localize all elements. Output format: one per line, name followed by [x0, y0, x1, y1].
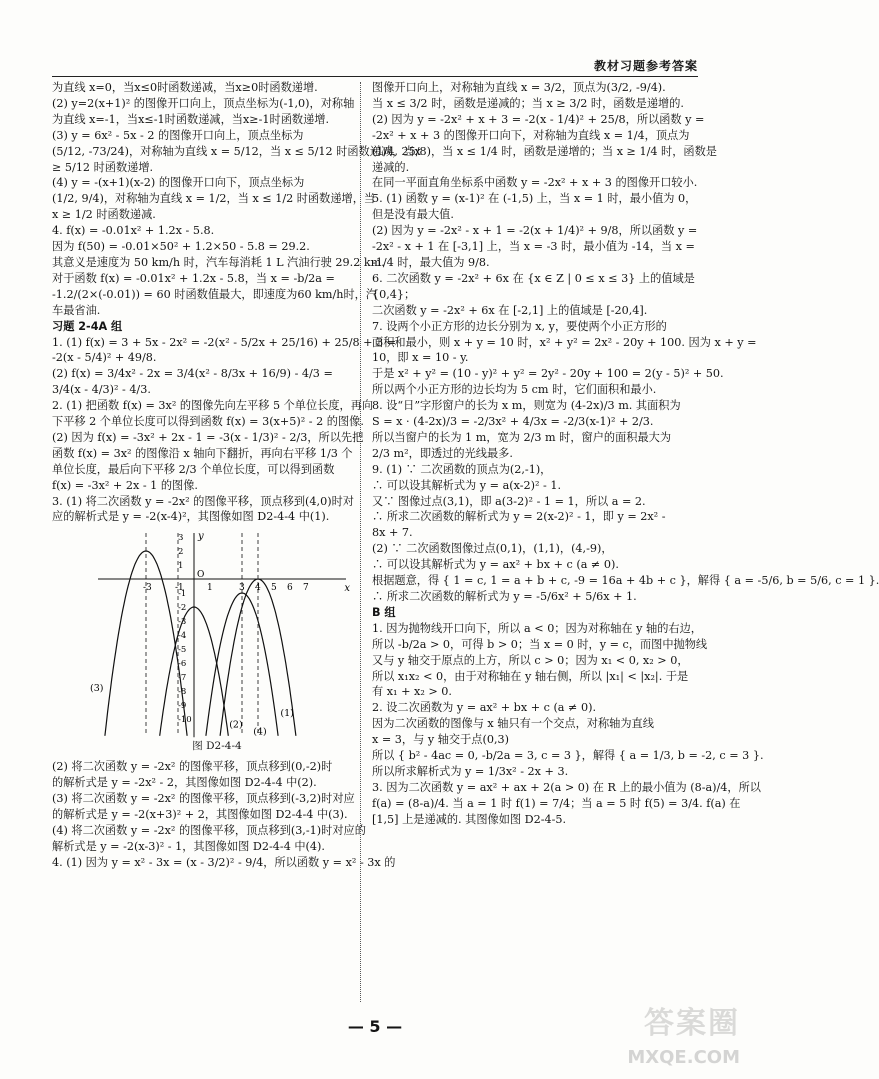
- y-tick-label: -1: [178, 589, 187, 600]
- text-line: 递减的.: [372, 160, 410, 174]
- text-line: 因为 f(50) = -0.01×50² + 1.2×50 - 5.8 = 29.2.: [52, 240, 310, 254]
- y-axis-label: y: [198, 531, 204, 543]
- text-line: 的解析式是 y = -2(x+3)² + 2，其图像如图 D2-4-4 中(3).: [52, 808, 348, 822]
- parabola-curve: [206, 593, 278, 736]
- text-line: 3. 因为二次函数 y = ax² + ax + 2(a > 0) 在 R 上的最小值为 (8-a)/4，所以: [372, 780, 761, 794]
- text-line: 7. 设两个小正方形的边长分别为 x, y，要使两个小正方形的: [372, 319, 667, 333]
- text-line: ∴ 所求二次函数的解析式为 y = -5/6x² + 5/6x + 1.: [372, 590, 637, 603]
- y-tick-label: -10: [178, 715, 192, 726]
- text-line: 有 x₁ + x₂ > 0.: [372, 685, 452, 699]
- y-tick-label: -4: [178, 631, 187, 642]
- text-line: -2(x - 5/4)² + 49/8.: [52, 351, 157, 365]
- text-line: 所以当窗户的长为 1 m，宽为 2/3 m 时，窗户的面积最大为: [372, 430, 672, 444]
- text-line: 当 x ≤ 3/2 时，函数是递减的；当 x ≥ 3/2 时，函数是递增的.: [372, 96, 684, 110]
- watermark: [627, 1003, 740, 1071]
- text-line: [1,5] 上是递减的. 其图像如图 D2-4-5.: [372, 812, 567, 826]
- curve-label: (2): [229, 719, 243, 731]
- text-line: 6. 二次函数 y = -2x² + 6x 在 {x ∈ Z | 0 ≤ x ≤ 3} 上的值域是: [372, 271, 695, 285]
- text-line: (4) y = -(x+1)(x-2) 的图像开口向下，顶点坐标为: [52, 176, 305, 190]
- text-line: 所以 { b² - 4ac = 0, -b/2a = 3, c = 3 }，解得 { a = 1/3, b = -2, c = 3 }.: [372, 749, 764, 763]
- text-line: -1.2/(2×(-0.01)) = 60 时函数值最大，即速度为60 km/h时，汽: [52, 287, 378, 301]
- text-line: 应的解析式是 y = -2(x-4)²，其图像如图 D2-4-4 中(1).: [52, 510, 330, 524]
- text-line: 2. (1) 把函数 f(x) = 3x² 的图像先向左平移 5 个单位长度，再向: [52, 399, 374, 413]
- page-number: — 5 —: [347, 1017, 403, 1036]
- text-line: 4. (1) 因为 y = x² - 3x = (x - 3/2)² - 9/4，所以函数 y = x² - 3x 的: [52, 855, 396, 869]
- text-line: 面积和最小，则 x + y = 10 时，x² + y² = 2x² - 20y + 100. 因为 x + y =: [372, 335, 757, 349]
- text-line: (2) 将二次函数 y = -2x² 的图像平移，顶点移到(0,-2)时: [52, 760, 333, 774]
- x-tick-label: 1: [207, 583, 213, 594]
- text-line: -1/4 时，最大值为 9/8.: [372, 255, 490, 269]
- text-line: 9. (1) ∵ 二次函数的顶点为(2,-1)，: [372, 462, 552, 476]
- text-line: 所以 x₁x₂ < 0，由于对称轴在 y 轴右侧，所以 |x₁| < |x₂|. 于是: [372, 669, 689, 683]
- text-line: 1. 因为抛物线开口向下，所以 a < 0；因为对称轴在 y 轴的右边，: [372, 621, 702, 635]
- y-tick-label: -5: [178, 645, 187, 656]
- page-header: [52, 58, 698, 77]
- text-line: (2) y=2(x+1)² 的图像开口向上，顶点坐标为(-1,0)，对称轴: [52, 96, 355, 110]
- watermark-logo: 答案圈: [644, 1005, 740, 1041]
- text-line: ∴ 可以设其解析式为 y = a(x-2)² - 1.: [372, 478, 562, 492]
- text-line: ∴ 可以设其解析式为 y = ax² + bx + c (a ≠ 0).: [372, 558, 619, 572]
- text-line: 的解析式是 y = -2x² - 2，其图像如图 D2-4-4 中(2).: [52, 776, 317, 790]
- right-text-block: [372, 80, 879, 828]
- x-tick-label: 5: [271, 583, 277, 594]
- text-line: 下平移 2 个单位长度可以得到函数 f(x) = 3(x+5)² - 2 的图像.: [52, 415, 364, 429]
- origin-label: O: [197, 570, 205, 581]
- y-tick-label: 2: [178, 547, 184, 558]
- y-tick-label: -9: [178, 701, 187, 712]
- text-line: (2) 因为 y = -2x² - x + 1 = -2(x + 1/4)² + 9/8，所以函数 y =: [372, 224, 698, 238]
- text-line: 单位长度，最后向下平移 2/3 个单位长度，可以得到函数: [52, 462, 335, 476]
- text-line: (2) 因为 f(x) = -3x² + 2x - 1 = -3(x - 1/3)² - 2/3，所以先把: [52, 430, 364, 444]
- y-tick-label: -8: [178, 687, 187, 698]
- left-text-block-2: [52, 759, 396, 870]
- text-line: f(x) = -3x² + 2x - 1 的图像.: [52, 478, 198, 492]
- text-line: 因为二次函数的图像与 x 轴只有一个交点，对称轴为直线: [372, 717, 654, 731]
- text-line: 在同一平面直角坐标系中函数 y = -2x² + x + 3 的图像开口较小.: [372, 176, 698, 190]
- curve-label: (3): [90, 683, 104, 695]
- x-tick-label: 3: [239, 583, 245, 594]
- text-line: 1. (1) f(x) = 3 + 5x - 2x² = -2(x² - 5/2x + 25/16) + 25/8 + 3 =: [52, 335, 397, 349]
- text-line: (2) ∵ 二次函数图像过点(0,1)，(1,1)，(4,-9)，: [372, 542, 613, 556]
- watermark-url: MXQE.COM: [627, 1047, 740, 1069]
- text-line: x ≥ 1/2 时函数递减.: [52, 208, 156, 222]
- x-tick-label: -1: [175, 583, 184, 594]
- text-line: 3/4(x - 4/3)² - 4/3.: [52, 383, 151, 397]
- curve-label: (1): [280, 708, 294, 720]
- text-line: (1/4, 25/8)，当 x ≤ 1/4 时，函数是递增的；当 x ≥ 1/4 时，函数是: [372, 144, 717, 158]
- text-line: 图像开口向上，对称轴为直线 x = 3/2，顶点为(3/2, -9/4).: [372, 81, 666, 94]
- y-tick-label: 3: [178, 533, 184, 544]
- text-line: x = 3，与 y 轴交于点(0,3): [372, 733, 509, 747]
- figure-caption: 图 D2-4-4: [192, 740, 242, 753]
- x-axis-label: x: [344, 583, 351, 595]
- x-tick-label: -3: [143, 583, 152, 594]
- text-line: 对于函数 f(x) = -0.01x² + 1.2x - 5.8，当 x = -b/2a =: [52, 271, 335, 285]
- text-line: ≥ 5/12 时函数递增.: [52, 160, 154, 174]
- y-tick-label: -3: [178, 617, 187, 628]
- text-line: 为直线 x=-1，当x≤-1时函数递减，当x≥-1时函数递增.: [52, 112, 330, 126]
- text-line: S = x · (4-2x)/3 = -2/3x² + 4/3x = -2/3(x-1)² + 2/3.: [372, 415, 654, 429]
- text-line: 所以 -b/2a > 0，可得 b > 0；当 x = 0 时，y = c，而图中抛物线: [372, 637, 708, 651]
- text-line: 又与 y 轴交于原点的上方，所以 c > 0；因为 x₁ < 0, x₂ > 0，: [372, 653, 689, 667]
- text-line: 所以两个小正方形的边长均为 5 cm 时，它们面积和最小.: [372, 383, 657, 397]
- text-line: 根据题意，得 { 1 = c, 1 = a + b + c, -9 = 16a + 4b + c }，解得 { a = -5/6, b = 5/6, c = 1 }.: [372, 574, 879, 588]
- section-heading: 习题 2-4A 组: [52, 319, 123, 333]
- text-line: f(a) = (8-a)/4. 当 a = 1 时 f(1) = 7/4；当 a = 5 时 f(5) = 3/4. f(a) 在: [372, 796, 741, 810]
- text-line: 2/3 m²，即透过的光线最多.: [372, 446, 513, 460]
- header-title: 教材习题参考答案: [593, 59, 698, 73]
- text-line: 8x + 7.: [372, 526, 413, 540]
- text-line: (2) f(x) = 3/4x² - 2x = 3/4(x² - 8/3x + 16/9) - 4/3 =: [52, 367, 333, 381]
- text-line: 所以所求解析式为 y = 1/3x² - 2x + 3.: [372, 764, 569, 778]
- text-line: 8. 设“日”字形窗户的长为 x m，则宽为 (4-2x)/3 m. 其面积为: [372, 399, 681, 413]
- text-line: 10，即 x = 10 - y.: [372, 351, 469, 365]
- text-line: 车最省油.: [52, 303, 101, 317]
- text-line: (5/12, -73/24)，对称轴为直线 x = 5/12，当 x ≤ 5/12 时函数递减，当x: [52, 144, 421, 158]
- text-line: 5. (1) 函数 y = (x-1)² 在 (-1,5) 上，当 x = 1 时，最小值为 0，: [372, 192, 697, 206]
- y-tick-label: -7: [178, 673, 187, 684]
- text-line: (3) 将二次函数 y = -2x² 的图像平移，顶点移到(-3,2)时对应: [52, 792, 355, 806]
- text-line: 函数 f(x) = 3x² 的图像沿 x 轴向下翻折，再向右平移 1/3 个: [52, 446, 353, 460]
- text-line: -2x² + x + 3 的图像开口向下，对称轴为直线 x = 1/4，顶点为: [372, 128, 690, 142]
- parabola-graph: [82, 529, 352, 739]
- text-line: 又∵ 图像过点(3,1)，即 a(3-2)² - 1 = 1，所以 a = 2.: [372, 494, 646, 508]
- x-tick-label: 6: [287, 583, 293, 594]
- text-line: 于是 x² + y² = (10 - y)² + y² = 2y² - 20y + 100 = 2(y - 5)² + 50.: [372, 367, 724, 381]
- text-line: 3. (1) 将二次函数 y = -2x² 的图像平移，顶点移到(4,0)时对: [52, 494, 354, 508]
- text-line: 其意义是速度为 50 km/h 时，汽车每消耗 1 L 汽油行驶 29.2 km.: [52, 255, 385, 269]
- text-line: (4) 将二次函数 y = -2x² 的图像平移，顶点移到(3,-1)时对应的: [52, 824, 366, 837]
- x-tick-label: 7: [303, 583, 309, 594]
- text-line: (2) 因为 y = -2x² + x + 3 = -2(x - 1/4)² + 25/8，所以函数 y =: [372, 112, 705, 126]
- text-line: 2. 设二次函数为 y = ax² + bx + c (a ≠ 0).: [372, 701, 597, 715]
- text-line: (1/2, 9/4)，对称轴为直线 x = 1/2，当 x ≤ 1/2 时函数递增，当: [52, 192, 376, 206]
- text-line: 4. f(x) = -0.01x² + 1.2x - 5.8.: [52, 224, 215, 238]
- text-line: (3) y = 6x² - 5x - 2 的图像开口向上，顶点坐标为: [52, 128, 304, 142]
- text-line: -2x² - x + 1 在 [-3,1] 上，当 x = -3 时，最小值为 -14，当 x =: [372, 240, 695, 254]
- y-tick-label: -2: [178, 603, 187, 614]
- text-line: 解析式是 y = -2(x-3)² - 1，其图像如图 D2-4-4 中(4).: [52, 839, 325, 853]
- y-tick-label: 1: [178, 561, 184, 572]
- section-heading: B 组: [372, 605, 396, 619]
- text-line: 二次函数 y = -2x² + 6x 在 [-2,1] 上的值域是 [-20,4].: [372, 303, 648, 317]
- x-tick-label: 4: [255, 583, 261, 594]
- text-line: 但是没有最大值.: [372, 208, 454, 222]
- text-line: {0,4}；: [372, 287, 416, 301]
- text-line: ∴ 所求二次函数的解析式为 y = 2(x-2)² - 1，即 y = 2x² -: [372, 510, 666, 524]
- figure-d2-4-4: [82, 529, 352, 759]
- y-tick-label: -6: [178, 659, 187, 670]
- right-column: [372, 80, 879, 828]
- curve-label: (4): [253, 726, 267, 738]
- text-line: 为直线 x=0，当x≤0时函数递减，当x≥0时函数递增.: [52, 81, 318, 94]
